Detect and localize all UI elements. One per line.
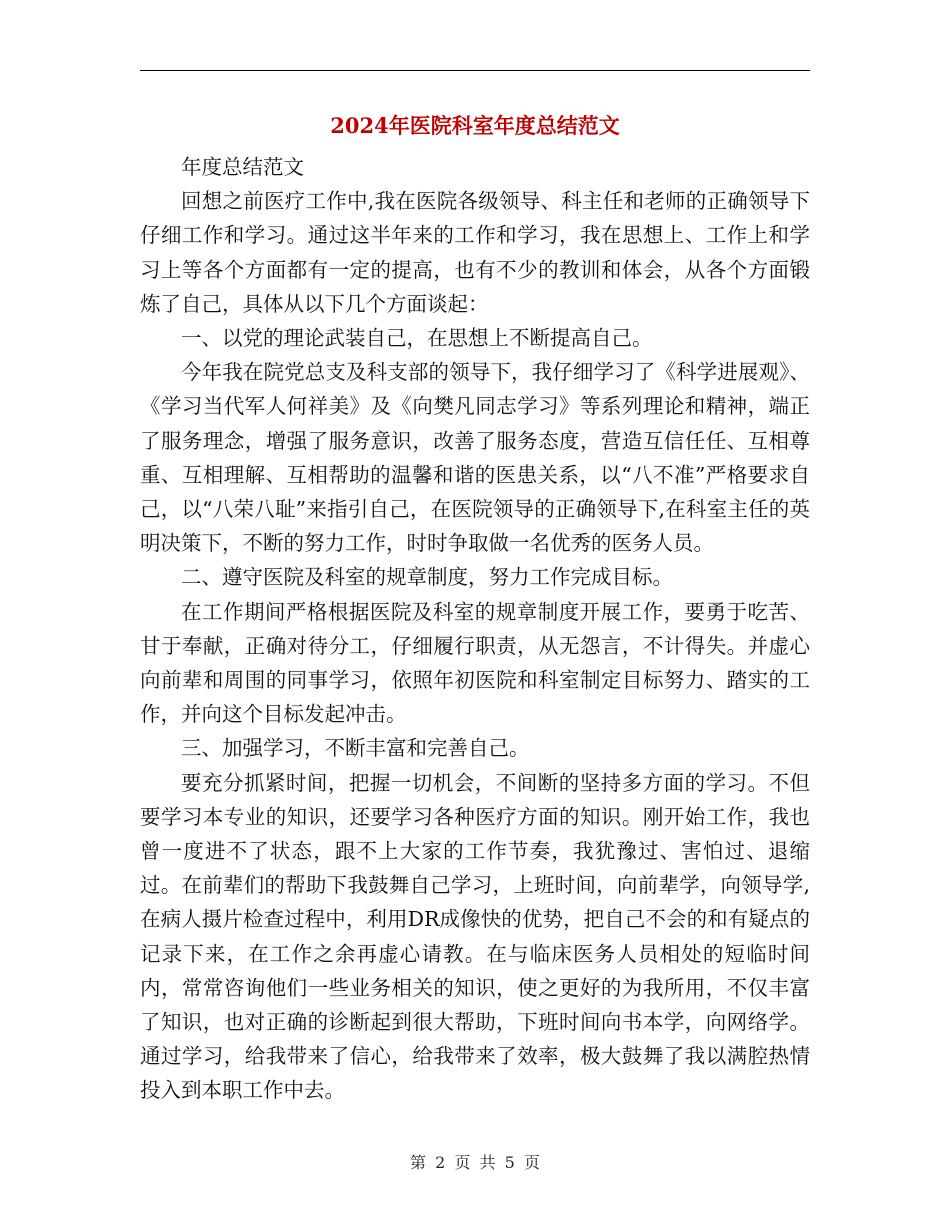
paragraph-section-3: 要充分抓紧时间，把握一切机会，不间断的坚持多方面的学习。不但要学习本专业的知识，还要学习各种医疗方面的知识。刚开始工作，我也曾一度进不了状态，跟不上大家的工作节奏，我犹豫过、害怕过、退缩过。在前辈们的帮助下我鼓舞自己学习，上班时间，向前辈学，向领导学,在病人摄片检查过程中，利用DR成像快的优势，把自己不会的和有疑点的记录下来，在工作之余再虚心请教。在与临床医务人员相处的短临时间内，常常咨询他们一些业务相关的知识，使之更好的为我所用，不仅丰富了知识，也对正确的诊断起到很大帮助，下班时间向书本学，向网络学。通过学习，给我带来了信心，给我带来了效率，极大鼓舞了我以满腔热情投入到本职工作中去。 xyxy=(140,770,810,1103)
document-title: 2024年医院科室年度总结范文 xyxy=(330,113,620,138)
document-body xyxy=(140,150,810,1108)
section-heading-3: 三、加强学习，不断丰富和完善自己。 xyxy=(181,736,530,761)
paragraph-section-2: 在工作期间严格根据医院及科室的规章制度开展工作，要勇于吃苦、甘于奉献，正确对待分工，仔细履行职责，从无怨言，不计得失。并虚心向前辈和周围的同事学习，依照年初医院和科室制定目标努力、踏实的工作，并向这个目标发起冲击。 xyxy=(140,599,810,727)
footer-current-page: 2 xyxy=(435,1153,446,1172)
page-footer xyxy=(0,1152,950,1174)
paragraph-subtitle: 年度总结范文 xyxy=(181,155,304,179)
header-rule xyxy=(140,70,810,71)
footer-total-pages: 5 xyxy=(504,1153,515,1172)
footer-total-word: 共 xyxy=(479,1153,496,1172)
paragraph-section-1: 今年我在院党总支及科支部的领导下，我仔细学习了《科学进展观》、《学习当代军人何祥美》及《向樊凡同志学习》等系列理论和精神，端正了服务理念，增强了服务意识，改善了服务态度，营造互信任任、互相尊重、互相理解、互相帮助的温馨和谐的医患关系，以“八不准”严格要求自己，以“八荣八耻”来指引自己，在医院领导的正确领导下,在科室主任的英明决策下，不断的努力工作，时时争取做一名优秀的医务人员。 xyxy=(140,360,810,556)
section-heading-1: 一、以党的理论武装自己，在思想上不断提高自己。 xyxy=(181,326,653,351)
footer-page-word: 页 xyxy=(454,1153,471,1172)
paragraph-intro: 回想之前医疗工作中,我在医院各级领导、科主任和老师的正确领导下仔细工作和学习。通过这半年来的工作和学习，我在思想上、工作上和学习上等各个方面都有一定的提高，也有不少的教训和体会，从各个方面锻炼了自己，具体从以下几个方面谈起： xyxy=(140,189,810,316)
footer-suffix: 页 xyxy=(523,1153,540,1172)
section-heading-2: 二、遵守医院及科室的规章制度，努力工作完成目标。 xyxy=(181,565,673,590)
footer-prefix: 第 xyxy=(410,1153,427,1172)
